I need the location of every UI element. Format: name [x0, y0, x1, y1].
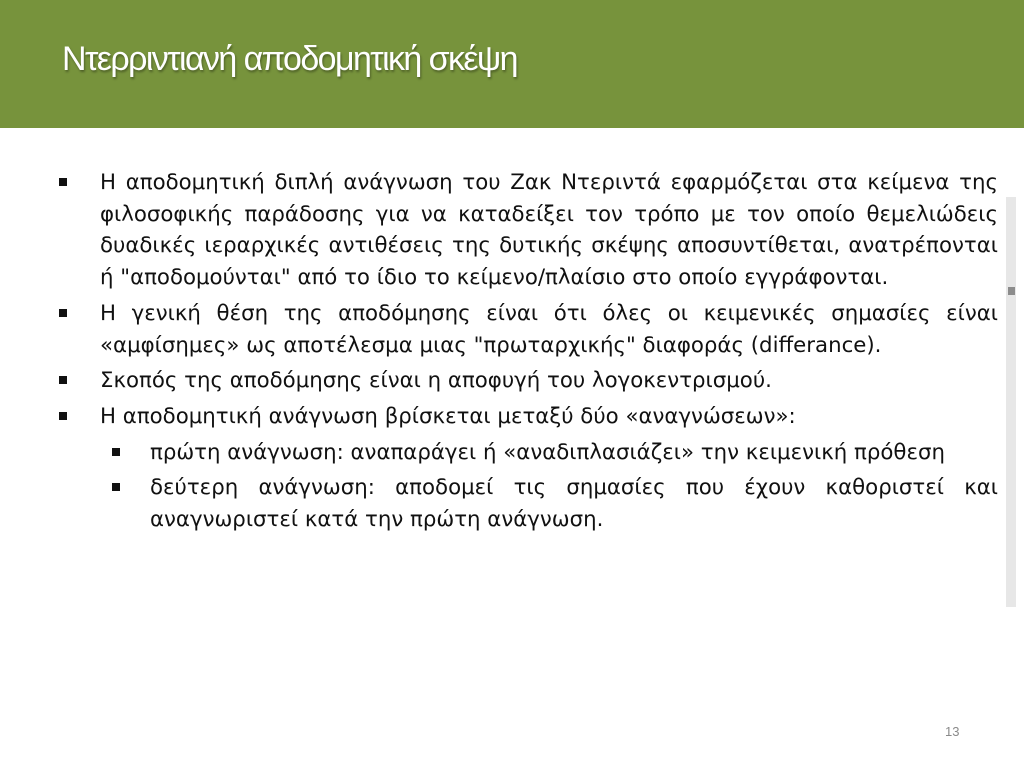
subbullet-text: πρώτη ανάγνωση: αναπαράγει ή «αναδιπλασιάζει» την κειμενική πρόθεση [150, 439, 945, 465]
square-bullet-icon [112, 448, 120, 456]
square-bullet-icon [59, 309, 67, 317]
subbullet-text: δεύτερη ανάγνωση: αποδομεί τις σημασίες που έχουν καθοριστεί και αναγνωριστεί κατά την πρώτη ανάγνωση. [150, 475, 998, 533]
bullet-text: Η αποδομητική ανάγνωση βρίσκεται μεταξύ δύο «αναγνώσεων»: [100, 403, 796, 429]
bullet-list [58, 167, 998, 536]
square-bullet-icon [59, 178, 67, 186]
scrollbar-thumb[interactable] [1008, 287, 1015, 295]
page-number: 13 [945, 724, 960, 739]
bullet-item-4 [58, 401, 998, 433]
bullet-text: Η αποδομητική διπλή ανάγνωση του Ζακ Ντεριντά εφαρμόζεται στα κείμενα της φιλοσοφικής παράδοσης για να καταδείξει τον τρόπο με τον οποίο θεμελιώδεις δυαδικές ιεραρχικές αντιθέσεις της δυτικής σκέψης αποσυντίθεται, ανατρέπονται ή "αποδομούνται" από το ίδιο το κείμενο/πλαίσιο στο οποίο εγγράφονται. [100, 170, 998, 291]
subbullet-item-1 [110, 437, 998, 469]
bullet-item-1 [58, 167, 998, 294]
subbullet-item-2 [110, 472, 998, 535]
bullet-text: Σκοπός της αποδόμησης είναι η αποφυγή του λογοκεντρισμού. [100, 368, 772, 394]
bullet-text: Η γενική θέση της αποδόμησης είναι ότι όλες οι κειμενικές σημασίες είναι «αμφίσημες» ως αποτέλεσμα μιας "πρωταρχικής" διαφοράς (differance). [100, 300, 998, 358]
bullet-item-2 [58, 298, 998, 361]
vertical-scrollbar[interactable] [1006, 197, 1016, 607]
square-bullet-icon [112, 483, 120, 491]
slide-title: Ντερριντιανή αποδομητική σκέψη [62, 40, 517, 78]
square-bullet-icon [59, 412, 67, 420]
slide-body [58, 167, 998, 540]
square-bullet-icon [59, 376, 67, 384]
bullet-item-3 [58, 365, 998, 397]
title-bar [0, 0, 1024, 128]
